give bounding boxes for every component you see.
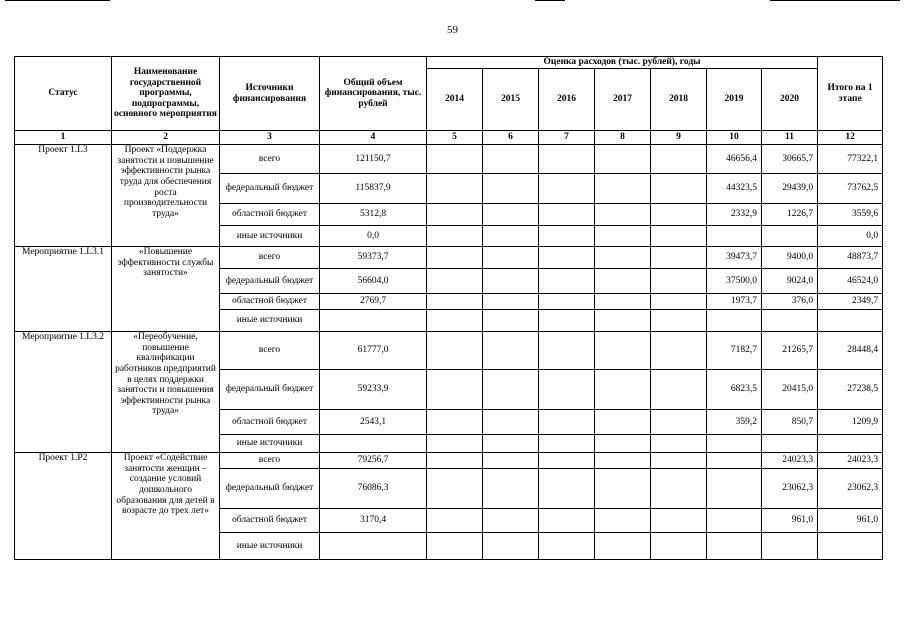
value-2020: 1226,7 — [762, 204, 818, 226]
header-year: 2016 — [539, 69, 595, 131]
total-cell — [320, 435, 427, 453]
top-rule-mid — [535, 0, 565, 1]
header-total: Общий объем финансирования, тыс. рублей — [320, 57, 427, 131]
header-year: 2014 — [427, 69, 483, 131]
column-number: 8 — [595, 131, 651, 145]
column-number: 5 — [427, 131, 483, 145]
header-estimate: Оценка расходов (тыс. рублей), годы — [427, 57, 818, 69]
header-year: 2017 — [595, 69, 651, 131]
stage-total-cell: 27238,5 — [818, 370, 883, 410]
table-row — [15, 332, 883, 370]
source-cell: иные источники — [220, 310, 320, 332]
stage-total-cell: 24023,3 — [818, 453, 883, 469]
source-cell: федеральный бюджет — [220, 174, 320, 204]
value-2019 — [707, 310, 762, 332]
value-2020: 21265,7 — [762, 332, 818, 370]
total-cell: 121150,7 — [320, 145, 427, 174]
column-number: 10 — [707, 131, 762, 145]
header-name: Наименование государственной программы, подпрограммы, основного мероприятия — [112, 57, 220, 131]
stage-total-cell: 23062,3 — [818, 469, 883, 509]
value-2020: 30665,7 — [762, 145, 818, 174]
value-2020: 24023,3 — [762, 453, 818, 469]
stage-total-cell: 48873,7 — [818, 247, 883, 269]
top-rule-right — [770, 0, 900, 1]
value-2019 — [707, 435, 762, 453]
value-2019 — [707, 533, 762, 560]
source-cell: федеральный бюджет — [220, 370, 320, 410]
value-2020: 376,0 — [762, 294, 818, 310]
column-number: 3 — [220, 131, 320, 145]
value-2020: 9024,0 — [762, 269, 818, 294]
header-stage-total: Итого на 1 этапе — [818, 57, 883, 131]
column-number: 11 — [762, 131, 818, 145]
total-cell: 2769,7 — [320, 294, 427, 310]
value-2019: 359,2 — [707, 410, 762, 435]
source-cell: областной бюджет — [220, 509, 320, 533]
total-cell: 2543,1 — [320, 410, 427, 435]
value-2020: 20415,0 — [762, 370, 818, 410]
row-status: Проект 1.P2 — [15, 453, 112, 560]
column-number: 12 — [818, 131, 883, 145]
source-cell: иные источники — [220, 533, 320, 560]
total-cell: 115837,9 — [320, 174, 427, 204]
value-2020: 961,0 — [762, 509, 818, 533]
total-cell: 76086,3 — [320, 469, 427, 509]
value-2019 — [707, 453, 762, 469]
table-row — [15, 453, 883, 469]
source-cell: всего — [220, 332, 320, 370]
source-cell: иные источники — [220, 435, 320, 453]
source-cell: федеральный бюджет — [220, 469, 320, 509]
value-2020 — [762, 435, 818, 453]
value-2019: 6823,5 — [707, 370, 762, 410]
stage-total-cell — [818, 533, 883, 560]
source-cell: всего — [220, 145, 320, 174]
stage-total-cell: 1209,9 — [818, 410, 883, 435]
value-2020: 850,7 — [762, 410, 818, 435]
stage-total-cell: 28448,4 — [818, 332, 883, 370]
source-cell: областной бюджет — [220, 410, 320, 435]
source-cell: иные источники — [220, 226, 320, 247]
row-status: Мероприятие 1.L3.2 — [15, 332, 112, 453]
stage-total-cell: 73762,5 — [818, 174, 883, 204]
stage-total-cell: 2349,7 — [818, 294, 883, 310]
header-year: 2020 — [762, 69, 818, 131]
row-status: Проект 1.L3 — [15, 145, 112, 247]
total-cell: 0,0 — [320, 226, 427, 247]
total-cell — [320, 533, 427, 560]
value-2019: 1973,7 — [707, 294, 762, 310]
stage-total-cell: 0,0 — [818, 226, 883, 247]
stage-total-cell: 3559,6 — [818, 204, 883, 226]
source-cell: областной бюджет — [220, 204, 320, 226]
top-rule-left — [5, 0, 110, 1]
header-year: 2018 — [651, 69, 707, 131]
stage-total-cell: 77322,1 — [818, 145, 883, 174]
value-2019: 46656,4 — [707, 145, 762, 174]
value-2019 — [707, 509, 762, 533]
value-2020 — [762, 533, 818, 560]
total-cell: 3170,4 — [320, 509, 427, 533]
table-row — [15, 145, 883, 174]
page-number: 59 — [447, 24, 458, 36]
table-row — [15, 247, 883, 269]
value-2020: 9400,0 — [762, 247, 818, 269]
total-cell — [320, 310, 427, 332]
column-number: 6 — [483, 131, 539, 145]
total-cell: 5312,8 — [320, 204, 427, 226]
total-cell: 59373,7 — [320, 247, 427, 269]
row-status: Мероприятие 1.L3.1 — [15, 247, 112, 332]
total-cell: 79256,7 — [320, 453, 427, 469]
value-2019 — [707, 469, 762, 509]
value-2019: 2332,9 — [707, 204, 762, 226]
column-number-row — [15, 131, 883, 145]
value-2019 — [707, 226, 762, 247]
stage-total-cell — [818, 310, 883, 332]
source-cell: всего — [220, 453, 320, 469]
stage-total-cell — [818, 435, 883, 453]
header-sources: Источники финансирования — [220, 57, 320, 131]
value-2020: 23062,3 — [762, 469, 818, 509]
header-year: 2015 — [483, 69, 539, 131]
value-2019: 37500,0 — [707, 269, 762, 294]
value-2019: 7182,7 — [707, 332, 762, 370]
column-number: 9 — [651, 131, 707, 145]
header-year: 2019 — [707, 69, 762, 131]
value-2019: 39473,7 — [707, 247, 762, 269]
row-name: «Переобучение, повышение квалификации работников предприятий в целях поддержки занятости и повышения эффективности рынка труда» — [112, 332, 220, 453]
value-2020 — [762, 226, 818, 247]
column-number: 2 — [112, 131, 220, 145]
source-cell: федеральный бюджет — [220, 269, 320, 294]
total-cell: 59233,9 — [320, 370, 427, 410]
source-cell: всего — [220, 247, 320, 269]
value-2019: 44323,5 — [707, 174, 762, 204]
row-name: «Повышение эффективности службы занятости» — [112, 247, 220, 332]
total-cell: 56604,0 — [320, 269, 427, 294]
stage-total-cell: 46524,0 — [818, 269, 883, 294]
source-cell: областной бюджет — [220, 294, 320, 310]
column-number: 7 — [539, 131, 595, 145]
value-2020 — [762, 310, 818, 332]
row-name: Проект «Содействие занятости женщин – создание условий дошкольного образования для детей в возрасте до трех лет» — [112, 453, 220, 560]
column-number: 4 — [320, 131, 427, 145]
header-status: Статус — [15, 57, 112, 131]
value-2020: 29439,0 — [762, 174, 818, 204]
financing-table — [14, 56, 883, 560]
column-number: 1 — [15, 131, 112, 145]
row-name: Проект «Поддержка занятости и повышение эффективности рынка труда для обеспечения роста производительности труда» — [112, 145, 220, 247]
total-cell: 61777,0 — [320, 332, 427, 370]
stage-total-cell: 961,0 — [818, 509, 883, 533]
